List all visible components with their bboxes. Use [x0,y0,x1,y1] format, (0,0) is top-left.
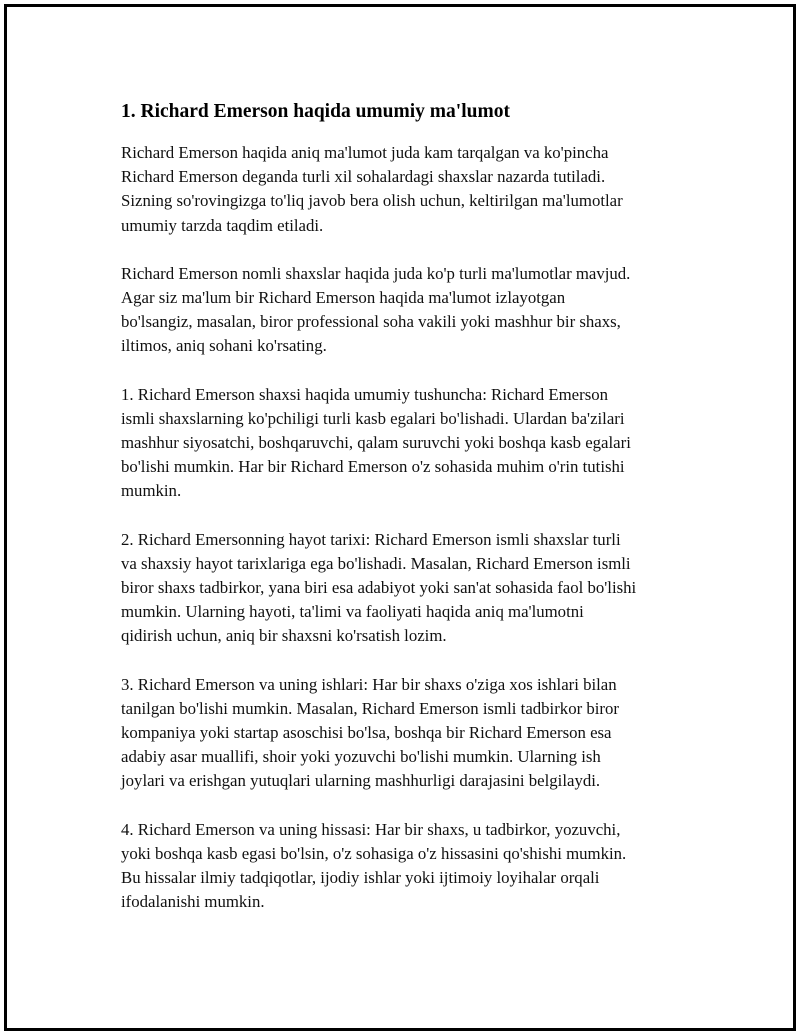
paragraph-intro [121,141,701,238]
paragraph-section-1 [121,383,701,504]
paragraph-line: ifodalanishi mumkin. [121,892,265,912]
paragraph-line: 4. Richard Emerson va uning hissasi: Har bir shaxs, u tadbirkor, yozuvchi, [121,819,621,839]
document-title: 1. Richard Emerson haqida umumiy ma'lumot [121,101,510,122]
paragraph-line: 3. Richard Emerson va uning ishlari: Har bir shaxs o'ziga xos ishlari bilan [121,674,617,694]
paragraph-line: mumkin. [121,481,182,501]
paragraph-line: yoki boshqa kasb egasi bo'lsin, o'z sohasiga o'z hissasini qo'shishi mumkin. [121,843,627,863]
paragraph-line: bo'lishi mumkin. Har bir Richard Emerson o'z sohasida muhim o'rin tutishi [121,457,625,477]
paragraph-line: Sizning so'rovingizga to'liq javob bera olish uchun, keltirilgan ma'lumotlar [121,191,623,211]
paragraph-line: 2. Richard Emersonning hayot tarixi: Richard Emerson ismli shaxslar turli [121,529,621,549]
paragraph-line: Richard Emerson haqida aniq ma'lumot juda kam tarqalgan va ko'pincha [121,143,609,162]
paragraph-line: Bu hissalar ilmiy tadqiqotlar, ijodiy ishlar yoki ijtimoiy loyihalar orqali [121,868,600,888]
paragraph-line: qidirish uchun, aniq bir shaxsni ko'rsatish lozim. [121,626,447,646]
paragraph-line: mumkin. Ularning hayoti, ta'limi va faoliyati haqida aniq ma'lumotni [121,602,584,622]
paragraph-line: Agar siz ma'lum bir Richard Emerson haqida ma'lumot izlayotgan [121,288,566,308]
paragraph-line: ismli shaxslarning ko'pchiligi turli kasb egalari bo'lishadi. Ulardan ba'zilari [121,408,625,428]
paragraph-line: iltimos, aniq sohani ko'rsating. [121,336,327,356]
paragraph-line: 1. Richard Emerson shaxsi haqida umumiy tushuncha: Richard Emerson [121,384,609,404]
paragraph-clarification [121,262,701,359]
paragraph-section-3 [121,673,701,794]
paragraph-line: Richard Emerson nomli shaxslar haqida juda ko'p turli ma'lumotlar mavjud. [121,263,631,283]
paragraph-line: umumiy tarzda taqdim etiladi. [121,215,324,235]
paragraph-line: va shaxsiy hayot tarixlariga ega bo'lishadi. Masalan, Richard Emerson ismli [121,553,631,573]
paragraph-line: kompaniya yoki startap asoschisi bo'lsa, boshqa bir Richard Emerson esa [121,723,612,743]
paragraph-line: tanilgan bo'lishi mumkin. Masalan, Richard Emerson ismli tadbirkor biror [121,698,619,718]
paragraph-section-4 [121,818,701,915]
paragraph-section-2 [121,528,701,649]
paragraph-line: adabiy asar muallifi, shoir yoki yozuvchi bo'lishi mumkin. Ularning ish [121,747,601,767]
paragraph-line: Richard Emerson deganda turli xil sohalardagi shaxslar nazarda tutiladi. [121,167,606,187]
paragraph-line: mashhur siyosatchi, boshqaruvchi, qalam suruvchi yoki boshqa kasb egalari [121,433,631,453]
paragraph-line: biror shaxs tadbirkor, yana biri esa adabiyot yoki san'at sohasida faol bo'lishi [121,578,637,598]
page-frame [4,4,796,1031]
document-body [121,99,701,938]
paragraph-line: joylari va erishgan yutuqlari ularning mashhurligi darajasini belgilaydi. [121,771,601,791]
paragraph-line: bo'lsangiz, masalan, biror professional soha vakili yoki mashhur bir shaxs, [121,312,621,332]
